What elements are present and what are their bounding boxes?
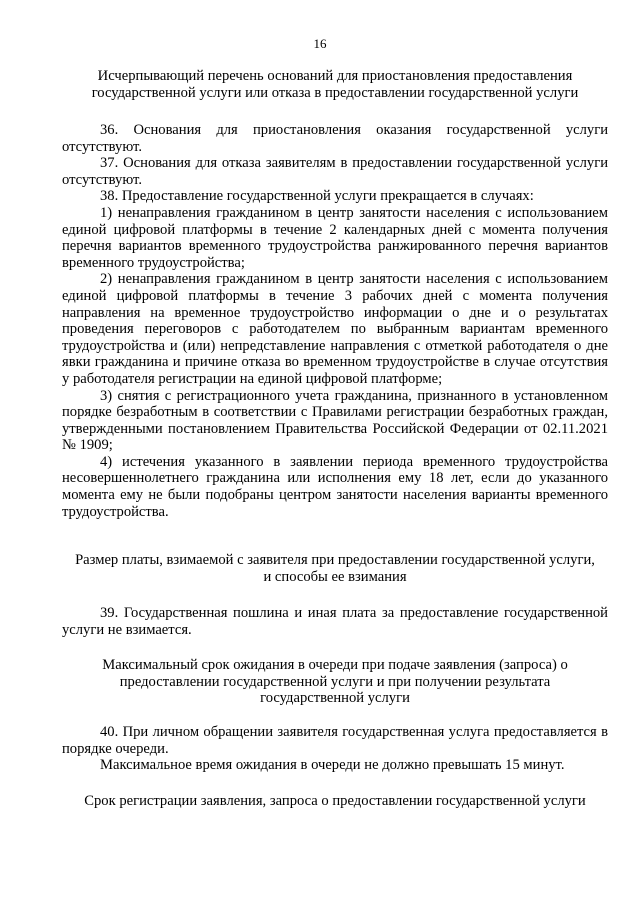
paragraph-38-item-2: 2) ненаправления гражданином в центр занятости населения с использованием единой цифровой платформы в течение 3 рабочих дней с момента получения направления на временное трудоустройство информации о дне и о результатах проведения переговоров с работодателем по выбранным вариантам временного трудоустройства и (или) непредставление направления с отметкой работодателя о дне явки гражданина и причине отказа во временном трудоустройстве в случае отсутствия у работодателя регистрации на единой цифровой платформе; [62,271,608,387]
paragraph-38-item-3: 3) снятия с регистрационного учета гражданина, признанного в установленном порядке безработным в соответствии с Правилами регистрации безработных граждан, утвержденными постановлением Правительства Российской Федерации от 02.11.2021 № 1909; [62,387,608,454]
section-body-suspension-grounds [62,122,608,520]
section-heading-queue-time [62,657,608,707]
paragraph-40-max-wait: Максимальное время ожидания в очереди не должно превышать 15 минут. [100,757,565,774]
heading-line: государственной услуги или отказа в предоставлении государственной услуги [91,84,579,101]
heading-line: государственной услуги [260,690,410,707]
paragraph-38: 38. Предоставление государственной услуги прекращается в случаях: [100,188,534,205]
section-heading-fees [62,552,608,585]
heading-line: и способы ее взимания [263,568,407,585]
heading-line: Размер платы, взимаемой с заявителя при предоставлении государственной услуги, [75,552,595,568]
heading-line: Максимальный срок ожидания в очереди при подаче заявления (запроса) о [102,657,568,673]
heading-line: Исчерпывающий перечень оснований для приостановления предоставления [97,68,573,84]
section-heading-registration-term [40,793,630,810]
paragraph-36: 36. Основания для приостановления оказания государственной услуги отсутствуют. [62,122,608,155]
paragraph-37: 37. Основания для отказа заявителям в предоставлении государственной услуги отсутствуют. [62,155,608,188]
paragraph-40: 40. При личном обращении заявителя государственная услуга предоставляется в порядке очереди. [62,724,608,757]
page-number: 16 [313,36,327,51]
section-heading-suspension-grounds [62,68,608,101]
heading-line: предоставлении государственной услуги и при получении результата [119,673,551,690]
section-body-fees [62,605,608,638]
paragraph-39: 39. Государственная пошлина и иная плата за предоставление государственной услуги не взимается. [62,605,608,638]
section-body-queue-time [62,724,608,774]
paragraph-38-item-4: 4) истечения указанного в заявлении периода временного трудоустройства несовершеннолетнего гражданина или исполнения ему 18 лет, если до указанного момента ему не были подобраны центром занятости населения варианты временного трудоустройства. [62,453,608,520]
heading-line: Срок регистрации заявления, запроса о предоставлении государственной услуги [84,793,586,809]
paragraph-38-item-1: 1) ненаправления гражданином в центр занятости населения с использованием единой цифровой платформы в течение 2 календарных дней с момента получения перечня вариантов временного трудоустройства ранжированного перечня вариантов временного трудоустройства; [62,204,608,271]
